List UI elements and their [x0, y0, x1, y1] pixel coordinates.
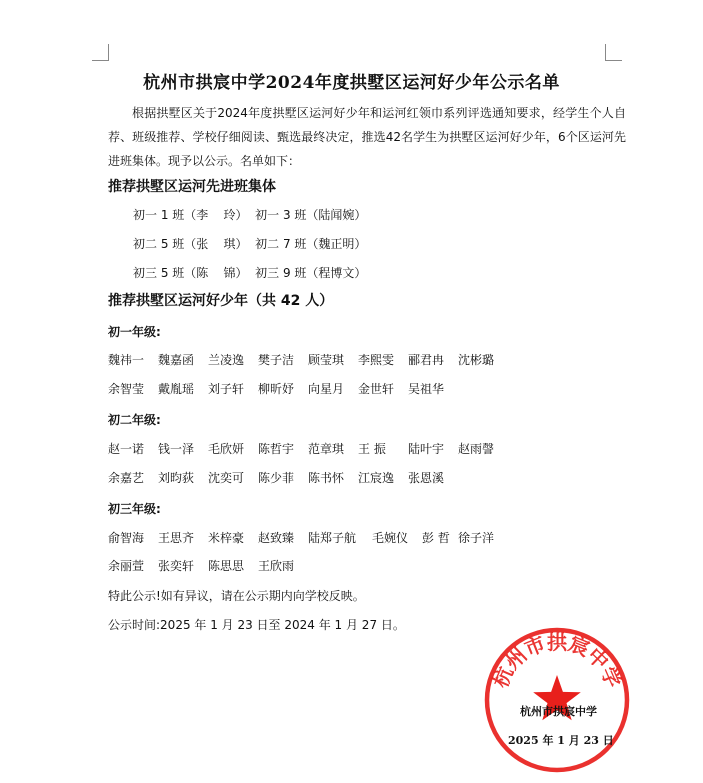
student-name: 王 振: [358, 442, 386, 456]
grade-label: 初二年级:: [108, 413, 161, 427]
student-name: 余丽萱: [108, 559, 145, 573]
grade-label: 初三年级:: [108, 502, 161, 516]
student-name: 向星月: [308, 382, 345, 396]
student-name: 张恩溪: [408, 471, 445, 485]
student-name: 赵一诺: [108, 442, 145, 456]
student-name: 余嘉艺: [108, 471, 145, 485]
student-name: 陈少菲: [258, 471, 295, 485]
intro-paragraph: 根据拱墅区关于2024年度拱墅区运河好少年和运河红领巾系列评选通知要求，经学生个人自荐、班级推荐、学校仔细阅读、甄选最终决定，推选42名学生为拱墅区运河好少年，6个区运河先进班集体。现予以公示。名单如下：: [108, 106, 626, 168]
name-row: [108, 380, 458, 397]
student-name: 刘昀荻: [158, 471, 195, 485]
student-name: 沈奕可: [208, 471, 245, 485]
name-row: [108, 469, 458, 486]
crop-mark-top-right: [605, 44, 622, 61]
student-name: 陈思思: [208, 559, 245, 573]
student-name: 陈书怀: [308, 471, 345, 485]
student-name: 徐子洋: [458, 531, 495, 545]
name-row: [108, 529, 508, 546]
student-name: 陆郑子航: [308, 531, 357, 545]
student-name: 范章琪: [308, 442, 345, 456]
student-name: 彭 哲: [422, 531, 450, 545]
student-name: 张奕轩: [158, 559, 195, 573]
student-name: 钱一泽: [158, 442, 195, 456]
student-name: 赵致臻: [258, 531, 295, 545]
publicity-period: 公示时间:2025 年 1 月 23 日至 2024 年 1 月 27 日。: [108, 618, 405, 632]
grade-label: 初一年级:: [108, 325, 161, 339]
student-name: 郦君冉: [408, 353, 445, 367]
class-row: 初一 1 班（李 玲） 初一 3 班（陆闻婉）: [133, 208, 367, 222]
student-name: 戴胤瑶: [158, 382, 195, 396]
student-name: 金世轩: [358, 382, 395, 396]
student-name: 顾莹琪: [308, 353, 345, 367]
student-name: 吴祖华: [408, 382, 445, 396]
objection-note: 特此公示!如有异议，请在公示期内向学校反映。: [108, 589, 365, 603]
signature-date: 2025 年 1 月 23 日: [508, 734, 614, 747]
student-name: 刘子轩: [208, 382, 245, 396]
student-name: 李熙雯: [358, 353, 395, 367]
official-seal-stamp: [482, 625, 632, 775]
student-name: 江宸逸: [358, 471, 395, 485]
student-name: 兰凌逸: [208, 353, 245, 367]
signature-organization: 杭州市拱宸中学: [520, 705, 597, 718]
student-name: 陆叶宇: [408, 442, 445, 456]
student-name: 米梓豪: [208, 531, 245, 545]
student-name: 毛欣妍: [208, 442, 245, 456]
student-name: 俞智海: [108, 531, 145, 545]
student-name: 余智莹: [108, 382, 145, 396]
seal-text: 杭州市拱宸中学: [487, 629, 627, 692]
student-name: 柳昕妤: [258, 382, 295, 396]
student-name: 王欣雨: [258, 559, 295, 573]
student-section-heading: 推荐拱墅区运河好少年（共 42 人）: [108, 293, 334, 309]
student-name: 魏嘉函: [158, 353, 195, 367]
class-row: 初二 5 班（张 琪） 初二 7 班（魏正明）: [133, 237, 367, 251]
class-row: 初三 5 班（陈 锦） 初三 9 班（程博文）: [133, 266, 367, 280]
student-name: 魏祎一: [108, 353, 145, 367]
crop-mark-top-left: [92, 44, 109, 61]
student-name: 陈哲宇: [258, 442, 295, 456]
student-name: 毛婉仪: [372, 531, 409, 545]
name-row: [108, 557, 308, 574]
student-name: 沈彬璐: [458, 353, 495, 367]
class-section-heading: 推荐拱墅区运河先进班集体: [108, 179, 276, 195]
student-name: 赵雨謦: [458, 442, 495, 456]
document-title: 杭州市拱宸中学2024年度拱墅区运河好少年公示名单: [143, 73, 560, 93]
name-row: [108, 351, 508, 368]
name-row: [108, 440, 508, 457]
student-name: 王思齐: [158, 531, 195, 545]
student-name: 樊子洁: [258, 353, 295, 367]
